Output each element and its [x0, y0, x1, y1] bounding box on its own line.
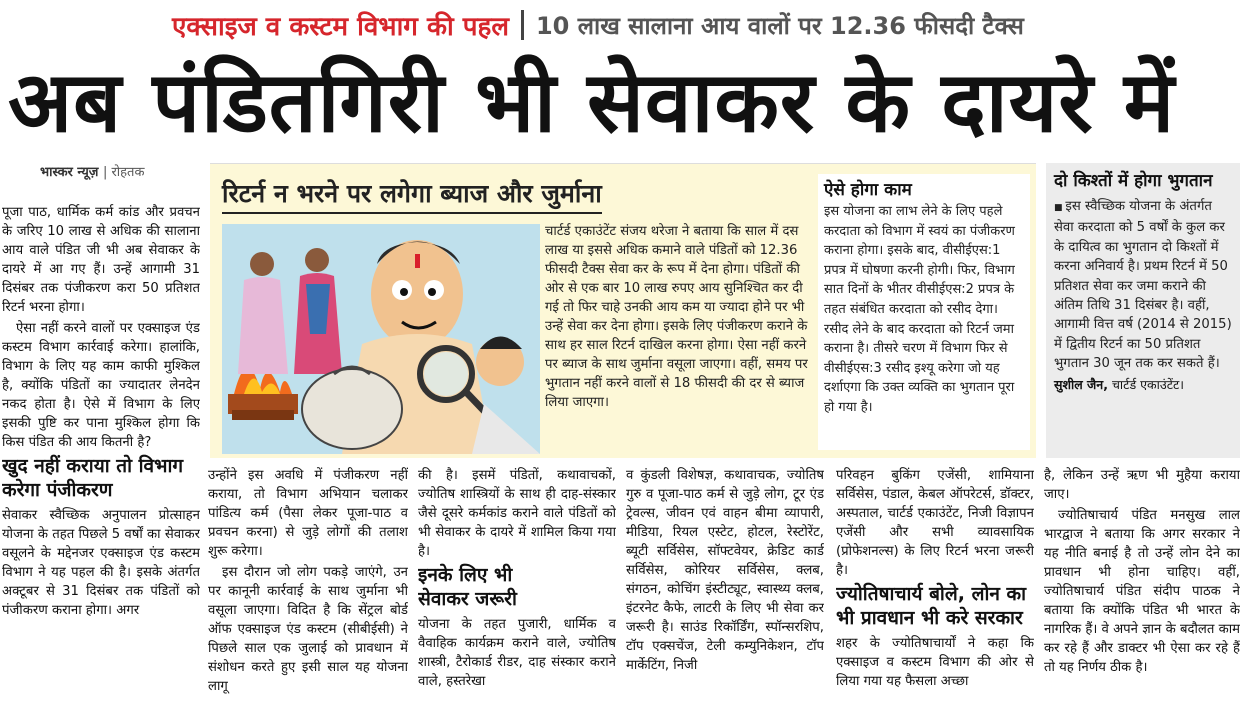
cartoon-illustration	[222, 224, 540, 454]
paragraph: शहर के ज्योतिषाचार्यों ने कहा कि एक्साइज व कस्टम विभाग की ओर से लिया गया यह फैसला अच्छा	[836, 636, 1034, 689]
paragraph: व कुंडली विशेषज्ञ, कथावाचक, ज्योतिष गुरु व पूजा-पाठ कर्म से जुड़े लोग, टूर एंड ट्रेवल्स, जीवन एवं वाहन बीमा व्यापारी, मीडिया, रियल एस्टेट, होटल, रेस्टोरेंट, ब्यूटी सर्विसेस, सॉफ्टवेयर, क्रेडिट कार्ड सर्विसेस, कोरियर सर्विसेस, क्लब, संगठन, कोचिंग इंस्टीट्यूट, स्वास्थ्य क्लब, इंटरनेट कैफे, लाटरी के लिए भी सेवा कर जरूरी है। साउंड रिकॉर्डिंग, स्पॉन्सरशिप, टॉप एक्सचेंज, टेली कम्युनिकेशन, टॉप मार्केटिंग, निजी	[626, 468, 824, 673]
sidebar-title: दो किश्तों में होगा भुगतान	[1054, 171, 1213, 191]
paragraph: इस दौरान जो लोग पकड़े जाएंगे, उन पर कानूनी कार्रवाई के साथ जुर्माना भी वसूला जाएगा। विदित है कि सेंट्रल बोर्ड ऑफ एक्साइज एंड कस्टम (सीबीईसी) ने पिछले साल एक जुलाई को प्रावधान में संशोधन करते हुए इसी साल यह योजना लागू	[208, 565, 408, 694]
subheading: ज्योतिषाचार्य बोले, लोन का भी प्रावधान भी करे सरकार	[836, 583, 1027, 629]
info-box-returns	[210, 163, 1036, 458]
installment-sidebar	[1046, 163, 1240, 458]
byline	[40, 162, 144, 180]
sidebar-signature	[1054, 376, 1232, 393]
paragraph: पूजा पाठ, धार्मिक कर्म कांड और प्रवचन के जरिए 10 लाख से अधिक की सालाना आय वाले पंडित जी भी अब सेवाकर के दायरे में आ गए हैं। उन्हें आगामी 31 दिसंबर तक पंजीकरण करा 50 प्रतिशत रिटर्न भरना होगा।	[2, 205, 200, 315]
cartoon-pandit-tax-icon	[222, 224, 540, 454]
paragraph: ज्योतिषाचार्य पंडित मनसुख लाल भारद्वाज ने बताया कि अगर सरकार ने यह नीति बनाई है तो उन्हें लोन देने का प्रावधान भी होना चाहिए। वहीं, ज्योतिषाचार्य पंडित संदीप पाठक ने बताया कि क्योंकि पंडित भी भारत के नागरिक हैं। वे अपने ज्ञान के बदौलत काम कर रहे हैं और डाक्टर भी ऐसा कर रहे हैं तो यह निर्णय ठीक है।	[1044, 508, 1240, 675]
sidebar-text: इस स्वैच्छिक योजना के अंतर्गत सेवा करदाता को 5 वर्षों के कुल कर के दायित्व का भुगतान दो किश्तों में करना अनिवार्य है। प्रथम रिटर्न में 50 प्रतिशत सेवा कर जमा कराने की अंतिम तिथि 31 दिसंबर है। वहीं, आगामी वित्त वर्ष (2014 से 2015) में द्वितीय रिटर्न का 50 प्रतिशत भुगतान 30 जून तक कर सकते हैं।	[1054, 199, 1232, 372]
subheading: खुद नहीं कराया तो विभाग करेगा पंजीकरण	[2, 455, 184, 501]
sidebar-body	[1054, 197, 1232, 374]
kicker-department: एक्साइज व कस्टम विभाग की पहल	[172, 12, 509, 42]
paragraph: योजना के तहत पुजारी, धार्मिक व वैवाहिक कार्यक्रम कराने वाले, ज्योतिष शास्त्री, टैरोकार्ड रीडर, दाह संस्कार कराने वाले, हस्तरेखा	[418, 617, 616, 689]
headline: अब पंडितगिरी भी सेवाकर के दायरे में	[8, 53, 1176, 151]
paragraph: की है। इसमें पंडितों, कथावाचकों, ज्योतिष शास्त्रियों के साथ ही दाह-संस्कार जैसे दूसरे कर्मकांड कराने वाले पंडितों को भी सेवाकर के दायरे में शामिल किया गया है।	[418, 468, 616, 559]
byline-source: भास्कर न्यूज़	[40, 165, 99, 180]
info-box-title: रिटर्न न भरने पर लगेगा ब्याज और जुर्माना	[222, 176, 602, 210]
paragraph: उन्होंने इस अवधि में पंजीकरण नहीं कराया, तो विभाग अभियान चलाकर पांडित्य कर्म (पैसा लेकर पूजा-पाठ व प्रवचन करना) से जुड़े लोगों की तलाश शुरू करेगा।	[208, 468, 408, 559]
paragraph: है, लेकिन उन्हें ऋण भी मुहैया कराया जाए।	[1044, 468, 1240, 502]
kicker-divider	[521, 10, 524, 40]
byline-place: | रोहतक	[102, 165, 145, 180]
process-box-body: इस योजना का लाभ लेने के लिए पहले करदाता को विभाग में स्वयं का पंजीकरण कराना होगा। इसके बाद, वीसीईएस:1 प्रपत्र में घोषणा करनी होगी। फिर, विभाग सात दिनों के भीतर वीसीईएस:2 प्रपत्र के तहत संबंधित करदाता को रसीद देगा। रसीद लेने के बाद करदाता को रिटर्न जमा कराना है। तीसरे चरण में विभाग फिर से वीसीईएस:3 रसीद इश्यू करेगा जो यह दर्शाएगा कि उक्त व्यक्ति का भुगतान पूरा हो गया है।	[824, 204, 1015, 415]
kicker	[172, 4, 1232, 46]
article-column-3	[418, 466, 616, 705]
article-column-2	[208, 466, 408, 705]
bullet-icon: ■	[1054, 203, 1066, 213]
subheading: इनके लिए भी सेवाकर जरूरी	[418, 564, 517, 610]
paragraph: सेवाकर स्वैच्छिक अनुपालन प्रोत्साहन योजना के तहत पिछले 5 वर्षों का सेवाकर वसूलने के मद्देनजर एक्साइज एंड कस्टम विभाग ने यह पहल की है। इसके अंतर्गत अक्टूबर से 31 दिसंबर तक पंडितों को पंजीकरण कराना होगा। अगर	[2, 508, 200, 618]
article-column-1	[2, 203, 200, 703]
paragraph: ऐसा नहीं करने वालों पर एक्साइज एंड कस्टम विभाग कार्रवाई करेगा। हालांकि, विभाग के लिए यह काम काफी मुश्किल है, क्योंकि पंडितों का ज्यादातर लेनदेन नकद होता है। ऐसे में विभाग के लिए इसकी पुष्टि कर पाना मुश्किल होगा कि किस पंडित की आय कितनी है?	[2, 321, 200, 450]
process-box	[818, 174, 1030, 450]
info-box-body: चार्टर्ड एकाउंटेंट संजय थरेजा ने बताया कि साल में दस लाख या इससे अधिक कमाने वाले पंडितों को 12.36 फीसदी टैक्स सेवा कर के रूप में देना होगा। पंडितों की ओर से एक बार 10 लाख रुपए आय सुनिश्चित कर दी गई तो फिर चाहे उनकी आय कम या ज्यादा होने पर भी उन्हें सेवा कर देना होगा। इसके लिए पंजीकरण कराने के साथ हर साल रिटर्न दाखिल करना होगा। ऐसा नहीं करने पर ब्याज के साथ जुर्माना वसूला जाएगा। वहीं, समय पर भुगतान नहीं करने वालों से 18 फीसदी की दर से ब्याज लिया जाएगा।	[545, 224, 808, 410]
kicker-tax-line: 10 लाख सालाना आय वालों पर 12.36 फीसदी टैक्स	[535, 11, 1024, 40]
article-column-4	[626, 466, 824, 705]
paragraph: परिवहन बुकिंग एजेंसी, शामियाना सर्विसेस, पंडाल, केबल ऑपरेटर्स, डॉक्टर, अस्पताल, चार्टर्ड एकाउंटेंट, निजी विज्ञापन एजेंसी और सभी व्यावसायिक (प्रोफेशनल्स) के लिए रिटर्न भरना जरूरी है।	[836, 468, 1034, 578]
article-column-5	[836, 466, 1034, 705]
process-box-title: ऐसे होगा काम	[824, 180, 912, 200]
signature-name: सुशील जैन,	[1054, 376, 1108, 392]
article-column-6	[1044, 466, 1240, 705]
signature-role: चार्टर्ड एकाउंटेंट।	[1111, 376, 1185, 392]
